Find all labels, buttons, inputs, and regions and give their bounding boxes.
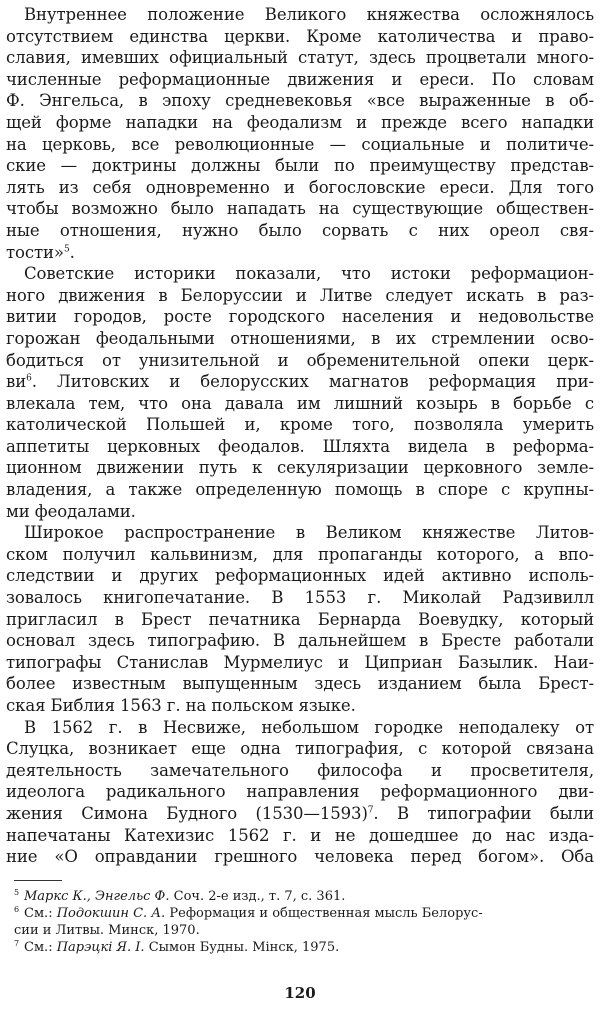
page-number: 120: [284, 984, 316, 1002]
text-line: лять из себя одновременно и богословские ереси. Для того: [6, 177, 594, 197]
text-fragment: ви: [6, 372, 27, 392]
footnote-text: Сымон Будны. Мінск, 1975.: [144, 940, 340, 955]
footnote-6-continuation: сии и Литвы. Минск, 1970.: [14, 923, 200, 938]
footnote-author: Маркс К., Энгельс Ф.: [24, 889, 170, 904]
footnote-text: Реформация и общественная мысль Белорус-: [165, 906, 483, 921]
text-line: отсутствием единства церкви. Кроме католичества и право-: [6, 26, 594, 46]
footnotes: [14, 888, 594, 956]
text-line: ные отношения, нужно было сорвать с них ореол свя-: [6, 220, 594, 240]
text-line: более известным выпущенным здесь изданием была Брест-: [6, 674, 594, 694]
text-line: бодиться от унизительной и обременительной опеки церк-: [6, 350, 594, 370]
text-line: влекала тем, что она давала им лишний козырь в борьбе с: [6, 393, 594, 413]
footnote-ref[interactable]: 7: [367, 805, 374, 816]
text-line: ском получил кальвинизм, для пропаганды которого, а впо-: [6, 544, 594, 564]
text-line: славия, имевших официальный статут, здесь процветали много-: [6, 48, 594, 68]
page-body: [6, 4, 594, 868]
text-line: ми феодалами.: [6, 501, 136, 521]
text-line: Слуцка, возникает еще одна типография, с которой связана: [6, 739, 594, 759]
text-line: основал здесь типографию. В дальнейшем в Бресте работали: [6, 631, 594, 651]
text-line: Внутреннее положение Великого княжества осложнялось: [24, 5, 594, 24]
text-line: чтобы возможно было нападать на существующие обществен-: [6, 199, 594, 219]
text-line: напечатаны Катехизис 1562 г. и не дошедшее до нас изда-: [6, 825, 594, 845]
paragraph-1: [6, 4, 594, 263]
text-line: щей форме нападки на феодализм и прежде всего нападки: [6, 112, 594, 132]
footnote-ref[interactable]: 5: [63, 244, 70, 255]
text-line: $ви^6$. Литовских и белорусских магнатов реформация при-: [6, 372, 594, 392]
text-line: типографы Станислав Мурмелиус и Циприан Базылик. Наи-: [6, 652, 594, 672]
paragraph-3: [6, 522, 594, 716]
text-line: Советские историки показали, что истоки реформацион-: [24, 264, 594, 284]
footnote-prefix: См.:: [24, 906, 57, 921]
text-line: ного движения в Белоруссии и Литве следует искать в раз-: [6, 285, 594, 305]
footnote-author: Парэцкі Я. І.: [56, 940, 145, 955]
footnote-text: Соч. 2-е изд., т. 7, с. 361.: [169, 889, 346, 904]
text-line: пригласил в Брест печатника Бернарда Воевудку, который: [6, 609, 594, 629]
text-line: ские — доктрины должны были по преимуществу представ-: [6, 156, 594, 176]
text-line: идеолога радикального направления реформационного дви-: [6, 782, 594, 802]
text-line: следствии и других реформационных идей активно исполь-: [6, 566, 594, 586]
footnote-6: 6 См.: Подокшин С. А. Реформация и общественная мысль Белорус-: [14, 904, 483, 921]
text-line: владения, а также определенную помощь в споре с крупны-: [6, 480, 594, 500]
paragraph-2: [6, 263, 594, 522]
footnote-author: Подокшин С. А.: [56, 906, 166, 921]
text-fragment: Литовских и белорусских магнатов реформация при-: [57, 372, 594, 392]
text-line: численные реформационные движения и ереси. По словам: [6, 69, 594, 89]
text-line: витии городов, росте городского населения и недовольстве: [6, 307, 594, 327]
text-line: Ф. Энгельса, в эпоху средневековья «все выраженные в об-: [6, 91, 594, 111]
text-fragment: тости»: [6, 242, 64, 262]
text-line: деятельность замечательного философа и просветителя,: [6, 760, 594, 780]
text-line: ционном движении путь к секуляризации церковного земле-: [6, 458, 594, 478]
text-line: католической Польшей и, кроме того, позволяла умерить: [6, 415, 594, 435]
paragraph-4: [6, 717, 594, 868]
text-line: [6, 803, 594, 825]
text-line: горожан феодальными отношениями, в их стремлении осво-: [6, 328, 594, 348]
text-line: Широкое распространение в Великом княжестве Литов-: [24, 523, 594, 543]
text-line: ние «О оправдании грешного человека перед богом». Оба: [6, 847, 594, 867]
footnote-prefix: См.:: [24, 940, 57, 955]
text-line: тости»$^5$.: [6, 242, 75, 262]
text-line: В 1562 г. в Несвиже, небольшом городке неподалеку от: [24, 717, 594, 737]
footnote-ref[interactable]: 6: [26, 373, 32, 384]
text-fragment: жения Симона Будного (1530—1593): [6, 803, 368, 823]
text-line: на церковь, все революционные — социальные и политиче-: [6, 134, 594, 154]
footnote-5: 5 Маркс К., Энгельс Ф. Соч. 2-е изд., т. 7, с. 361.: [14, 887, 346, 904]
footnote-7: 7 См.: Парэцкі Я. І. Сымон Будны. Мінск, 1975.: [14, 938, 340, 955]
text-line: аппетиты церковных феодалов. Шляхта видела в реформа-: [6, 436, 594, 456]
footnote-divider: [14, 880, 62, 881]
text-line: зовалось книгопечатание. В 1553 г. Миколай Радзивилл: [6, 588, 594, 608]
text-line: ская Библия 1563 г. на польском языке.: [6, 696, 356, 715]
text-fragment: . В типографии были: [373, 803, 594, 823]
